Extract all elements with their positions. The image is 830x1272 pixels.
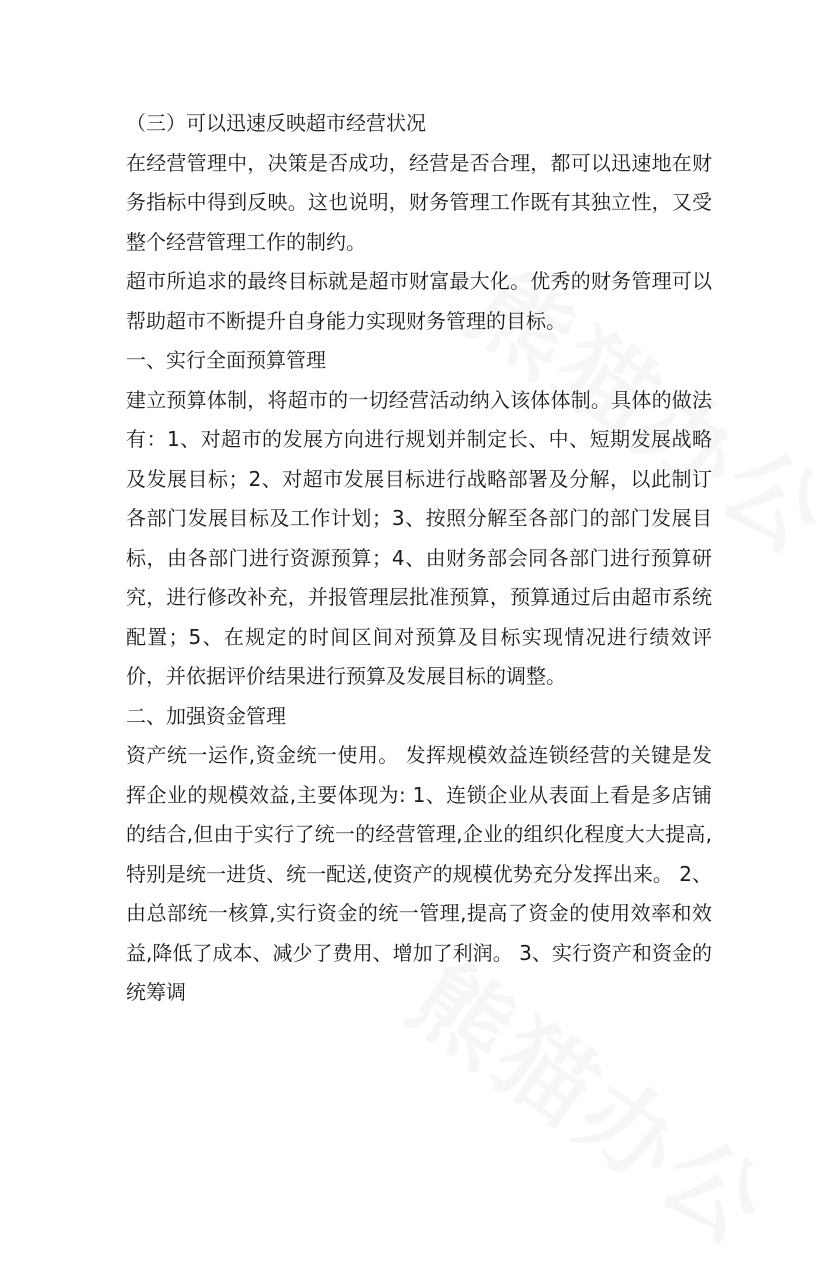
document-body (126, 104, 712, 1013)
paragraph: 建立预算体制，将超市的一切经营活动纳入该体体制。具体的做法有：1、对超市的发展方向进行规划并制定长、中、短期发展战略及发展目标；2、对超市发展目标进行战略部署及分解，以此制订各部门发展目标及工作计划；3、按照分解至各部门的部门发展目标，由各部门进行资源预算；4、由财务部会同各部门进行预算研究，进行修改补充，并报管理层批准预算，预算通过后由超市系统配置；5、在规定的时间区间对预算及目标实现情况进行绩效评价，并依据评价结果进行预算及发展目标的调整。 (126, 387, 712, 688)
section-heading: 一、实行全面预算管理 (126, 348, 326, 372)
paragraph: 资产统一运作,资金统一使用。 发挥规模效益连锁经营的关键是发挥企业的规模效益,主要体现为: 1、连锁企业从表面上看是多店铺的结合,但由于实行了统一的经营管理,企业的组织化程度大大提高,特别是统一进货、统一配送,使资产的规模优势充分发挥出来。 2、由总部统一核算,实行资金的统一管理,提高了资金的使用效率和效益,降低了成本、减少了费用、增加了利润。 3、实行资产和资金的统筹调 (126, 743, 712, 1004)
paragraph: 在经营管理中，决策是否成功，经营是否合理，都可以迅速地在财务指标中得到反映。这也说明，财务管理工作既有其独立性，又受整个经营管理工作的制约。 (126, 150, 712, 254)
section-heading: 二、加强资金管理 (126, 703, 286, 728)
paragraph: 超市所追求的最终目标就是超市财富最大化。优秀的财务管理可以帮助超市不断提升自身能力实现财务管理的目标。 (126, 269, 712, 333)
section-heading: （三）可以迅速反映超市经营状况 (126, 111, 426, 135)
